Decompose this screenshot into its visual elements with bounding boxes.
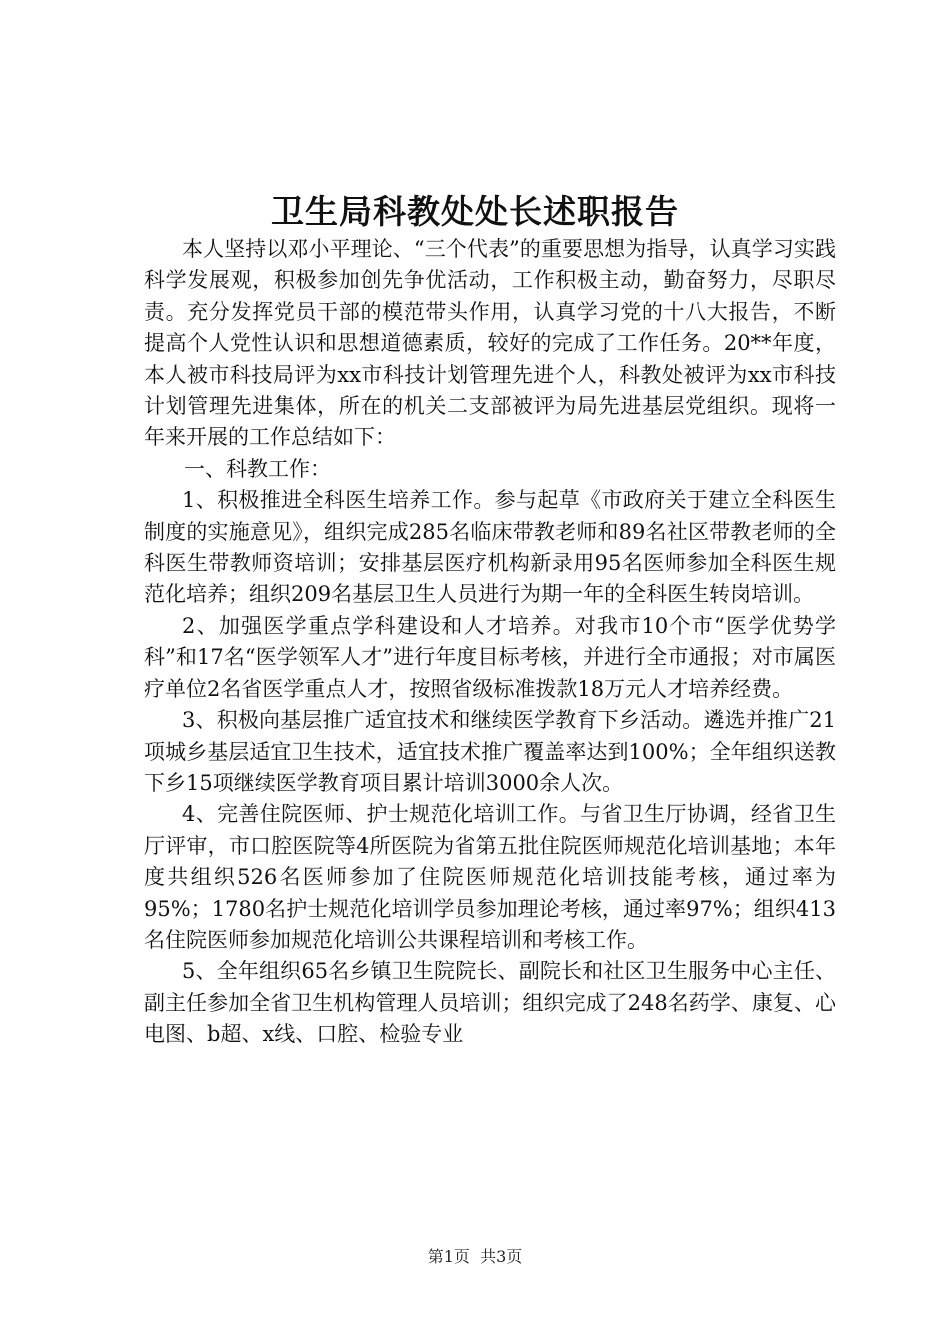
paragraph-item-2: 2、加强医学重点学科建设和人才培养。对我市10个市“医学优势学科”和17名“医学领军人才”进行年度目标考核，并进行全市通报；对市属医疗单位2名省医学重点人才，按照省级标准拨款18万元人才培养经费。 <box>144 613 836 701</box>
document-title: 卫生局科教处处长述职报告 <box>271 192 679 231</box>
paragraph-intro: 本人坚持以邓小平理论、“三个代表”的重要思想为指导，认真学习实践科学发展观，积极参加创先争优活动，工作积极主动，勤奋努力，尽职尽责。充分发挥党员干部的模范带头作用，认真学习党的十八大报告，不断提高个人党性认识和思想道德素质，较好的完成了工作任务。20**年度，本人被市科技局评为xx市科技计划管理先进个人，科教处被评为xx市科技计划管理先进集体，所在的机关二支部被评为局先进基层党组织。现将一年来开展的工作总结如下： <box>144 237 836 450</box>
paragraph-item-3: 3、积极向基层推广适宜技术和继续医学教育下乡活动。遴选并推广21项城乡基层适宜卫生技术，适宜技术推广覆盖率达到100%；全年组织送教下乡15项继续医学教育项目累计培训3000余人次。 <box>144 708 836 795</box>
page-footer <box>0 1244 950 1267</box>
page-total: 共3页 <box>480 1247 523 1266</box>
paragraph-item-5: 5、全年组织65名乡镇卫生院院长、副院长和社区卫生服务中心主任、副主任参加全省卫生机构管理人员培训；组织完成了248名药学、康复、心电图、b超、x线、口腔、检验专业 <box>144 959 836 1047</box>
section-heading-science-education: 一、科教工作： <box>184 456 331 481</box>
paragraph-item-1: 1、积极推进全科医生培养工作。参与起草《市政府关于建立全科医生制度的实施意见》，组织完成285名临床带教老师和89名社区带教老师的全科医生带教师资培训；安排基层医疗机构新录用95名医师参加全科医生规范化培养；组织209名基层卫生人员进行为期一年的全科医生转岗培训。 <box>144 488 836 607</box>
page-number: 第1页 <box>427 1247 470 1266</box>
paragraph-item-4: 4、完善住院医师、护士规范化培训工作。与省卫生厅协调，经省卫生厅评审，市口腔医院等4所医院为省第五批住院医师规范化培训基地；本年度共组织526名医师参加了住院医师规范化培训技能考核，通过率为95%；1780名护士规范化培训学员参加理论考核，通过率97%；组织413名住院医师参加规范化培训公共课程培训和考核工作。 <box>144 802 836 952</box>
document-body <box>144 234 836 1051</box>
